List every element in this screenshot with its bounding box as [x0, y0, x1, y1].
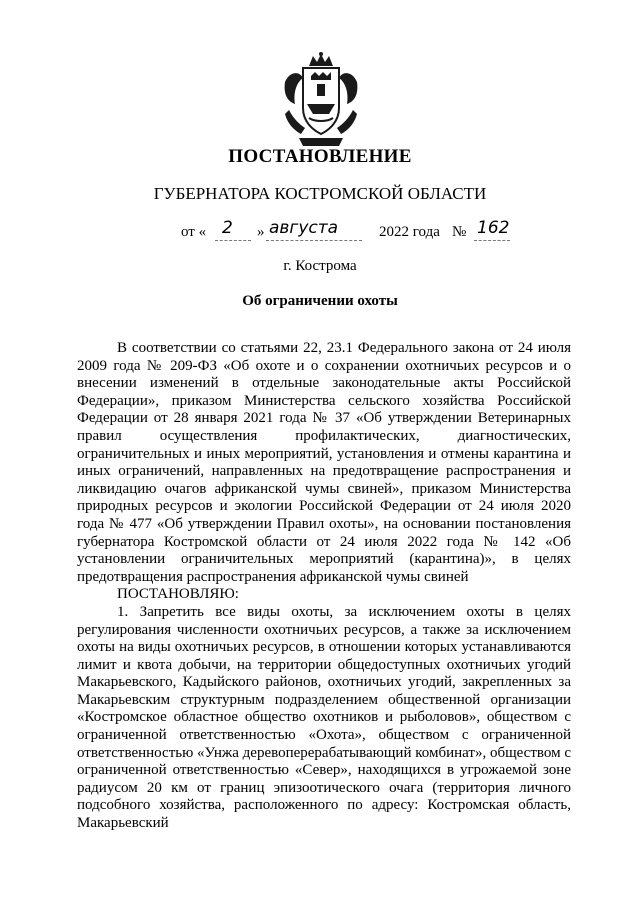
coat-of-arms-emblem	[279, 52, 363, 148]
date-year: 2022 года	[379, 224, 440, 240]
document-number: 162	[477, 218, 510, 238]
document-body	[77, 340, 571, 833]
paragraph-item-1: 1. Запретить все виды охоты, за исключением охоты в целях регулирования численности охотничьих ресурсов, а также за исключением охоты на виды охотничьих ресурсов, в отношении которых устанавливаются лимит и квота добычи, на территории общедоступных охотничьих угодий Макарьевского, Кадыйского районов, охотничьих угодий, закрепленных за Макарьевским структурным подразделением общественной организации «Костромское областное общество охотников и рыболовов», обществом с ограниченной ответственностью «Охота», обществом с ограниченной ответственностью «Унжа деревоперерабатывающий комбинат», обществом с ограниченной ответственностью «Север», находящихся в угрожаемой зоне радиусом 20 км от границ эпизоотического очага (территория личного подсобного хозяйства, расположенного по адресу: Костромская область, Макарьевский	[77, 603, 571, 832]
date-month: августа	[269, 218, 339, 238]
document-heading: Об ограничении охоты	[242, 293, 398, 309]
paragraph-preamble: В соответствии со статьями 22, 23.1 Федерального закона от 24 июля 2009 года № 209-ФЗ «Об охоте и о сохранении охотничьих ресурсов и о внесении изменений в отдельные законодательные акты Российской Федерации», приказом Министерства сельского хозяйства Российской Федерации от 28 января 2021 года № 37 «Об утверждении Ветеринарных правил осуществления профилактических, диагностических, ограничительных и иных мероприятий, установления и отмены карантина и иных ограничений, направленных на предотвращение распространения и ликвидацию очагов африканской чумы свиней», приказом Министерства природных ресурсов и экологии Российской Федерации от 24 июля 2020 года № 477 «Об утверждении Правил охоты», на основании постановления губернатора Костромской области от 24 июля 2022 года № 142 «Об установлении ограничительных мероприятий (карантина)», в целях предотвращения распространения африканской чумы свиней	[77, 340, 571, 585]
date-mid: »	[257, 224, 265, 240]
document-title: ПОСТАНОВЛЕНИЕ	[228, 146, 412, 167]
decree-word: ПОСТАНОВЛЯЮ:	[117, 586, 239, 603]
city: г. Кострома	[283, 258, 357, 274]
date-prefix: от «	[181, 224, 207, 240]
document-subtitle: ГУБЕРНАТОРА КОСТРОМСКОЙ ОБЛАСТИ	[153, 184, 487, 203]
date-line	[0, 218, 640, 248]
number-prefix: №	[452, 224, 467, 240]
date-day: 2	[222, 218, 233, 238]
